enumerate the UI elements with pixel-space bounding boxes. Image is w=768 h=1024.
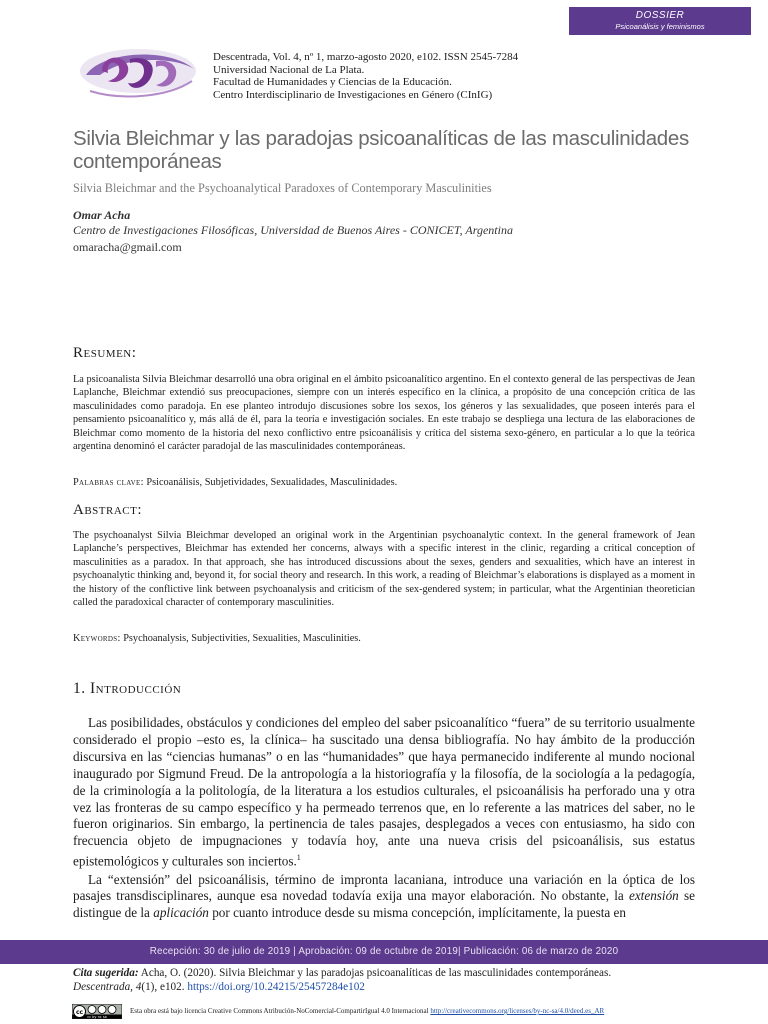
abstract-heading: Abstract: <box>73 502 143 518</box>
resumen-text: La psicoanalista Silvia Bleichmar desarrolló una obra original en el ámbito psicoanalítico argentino. En el contexto general de las perspectivas de Jean Laplanche, Bleichmar extendió sus preocupaciones, siempre con un interés específico en la clínica, a propósito de una concepción crítica de las masculinidades como paradoja. En ese planteo introdujo discusiones sobre los sexos, los géneros y las sexualidades, que poseen interés para el pensamiento psicoanalítico y, más allá de él, para la teoría e investigación sociales. En este trabajo se despliega una lectura de las elaboraciones de Bleichmar como momento de la historia del nexo conflictivo entre psicoanálisis y crítica del sistema sexo-género, en particular a lo que la teórica argentina denominó el carácter paradojal de las masculinidades contemporáneas. <box>73 374 695 453</box>
footnote-ref[interactable]: 1 <box>296 853 301 863</box>
pub-line: Centro Interdisciplinario de Investigaciones en Género (CInIG) <box>213 88 493 101</box>
paragraph-text: La “extensión” del psicoanálisis, término de impronta lacaniana, introduce una variación en la óptica de los pasajes transdisciplinares, aunque esa novedad todavía exija una mayor elaboración. No obstante, la <box>73 871 695 904</box>
abstract-keywords <box>73 633 361 644</box>
section-body <box>73 715 695 923</box>
publication-info <box>213 51 518 101</box>
abstract-text: The psychoanalyst Silvia Bleichmar developed an original work in the Argentinian psychoanalytic context. In the general framework of Jean Laplanche’s perspectives, Bleichmar has extended her concerns, always with a specific interest in the clinic, regarding a critical conception of masculinities as a paradox. In that approach, she has introduced discussions about the sexes, genders and sexualities, which have an interest in psychoanalytic thinking and, beyond it, for social theory and research. In this work, a reading of Bleichmar’s elaborations is displayed as a moment in the history of the conflictive link between psychoanalysis and criticism of the sex-gendered system; in particular, what the Argentinian theoretician called the paradoxical character of contemporary masculinities. <box>73 530 695 609</box>
section-heading: 1. Introducción <box>73 680 182 697</box>
svg-text:cc: cc <box>75 1008 84 1016</box>
emphasis: aplicación <box>153 905 209 921</box>
author-name: Omar Acha <box>73 208 131 222</box>
pub-line: Universidad Nacional de La Plata. <box>213 63 365 76</box>
paragraph <box>73 872 695 923</box>
keywords-label: Keywords: <box>73 633 121 644</box>
dossier-subtitle: Psicoanálisis y feminismos <box>615 22 705 31</box>
dates-bar: Recepción: 30 de julio de 2019 | Aprobación: 09 de octubre de 2019| Publicación: 06 de marzo de 2020 <box>0 940 768 964</box>
cc-badge-text: cc by nc sa <box>87 1015 107 1019</box>
author-affiliation: Centro de Investigaciones Filosóficas, Universidad de Buenos Aires - CONICET, Argentina <box>73 223 513 237</box>
citation-text: Acha, O. (2020). Silvia Bleichmar y las paradojas psicoanalíticas de las masculinidades contemporáneas. <box>138 967 612 979</box>
pub-line: Descentrada, Vol. 4, nº 1, marzo-agosto 2020, e102. ISSN 2545-7284 <box>213 51 519 63</box>
citation-journal: Descentrada, 4 <box>73 981 142 993</box>
license-text: Esta obra está bajo licencia Creative Commons Atribución-NoComercial-CompartirIgual 4.0 Internacional <box>130 1007 431 1015</box>
creative-commons-icon[interactable] <box>72 1004 122 1019</box>
suggested-citation <box>73 966 713 994</box>
citation-label: Cita sugerida: <box>73 967 139 979</box>
keywords-text: Psicoanálisis, Subjetividades, Sexualidades, Masculinidades. <box>146 477 398 488</box>
doi-link[interactable]: https://doi.org/10.24215/25457284e102 <box>187 981 365 993</box>
paragraph-text: por cuanto introduce desde su misma concepción, implícitamente, la puesta en <box>208 905 626 921</box>
article-subtitle: Silvia Bleichmar and the Psychoanalytical Paradoxes of Contemporary Masculinities <box>73 181 492 195</box>
paragraph <box>73 715 695 871</box>
author-email[interactable]: omaracha@gmail.com <box>73 240 182 254</box>
dossier-label: DOSSIER <box>635 10 685 21</box>
citation-rest: (1), e102. <box>141 981 188 993</box>
paragraph-text: Las posibilidades, obstáculos y condiciones del empleo del saber psicoanalítico “fuera” de su territorio usualmente considerado el propio –esto es, la clínica– ha suscitado una densa bibliografía. No hay ámbito de la producción discursiva en las “ciencias humanas” o en las “humanidades” que haya permanecido indiferente al mundo nocional inaugurado por Sigmund Freud. De la antropología a la historiografía y la filosofía, de la sociología a la pedagogía, de la criminología a la politología, de la literatura a los estudios culturales, el psicoanálisis ha perforado una y otra vez las fronteras de su campo específico y ha permeado terrenos que, en lo referente a las matrices del saber, no le fueron originarios. Sin embargo, la pertinencia de tales pasajes, desplegados a veces con entusiasmo, ha sido con frecuencia objeto de impugnaciones y todavía hoy, ante una nueva crisis del psicoanálisis, sus estatus epistemológicos y culturales son inciertos. <box>73 715 695 869</box>
keywords-label: Palabras clave: <box>73 477 144 488</box>
emphasis: extensión <box>628 888 679 904</box>
pub-line: Facultad de Humanidades y Ciencias de la Educación. <box>213 76 452 89</box>
resumen-keywords <box>73 477 397 488</box>
resumen-heading: Resumen: <box>73 345 137 361</box>
dossier-tag <box>569 7 751 35</box>
journal-logo <box>72 45 200 105</box>
paragraph-text: se distingue de la <box>73 888 695 921</box>
license-link[interactable]: http://creativecommons.org/licenses/by-nc-sa/4.0/deed.es_AR <box>430 1007 605 1015</box>
article-title: Silvia Bleichmar y las paradojas psicoanalíticas de las masculinidades contemporáneas <box>73 127 689 173</box>
keywords-text: Psychoanalysis, Subjectivities, Sexualities, Masculinities. <box>123 633 361 644</box>
license-notice <box>130 1007 604 1015</box>
